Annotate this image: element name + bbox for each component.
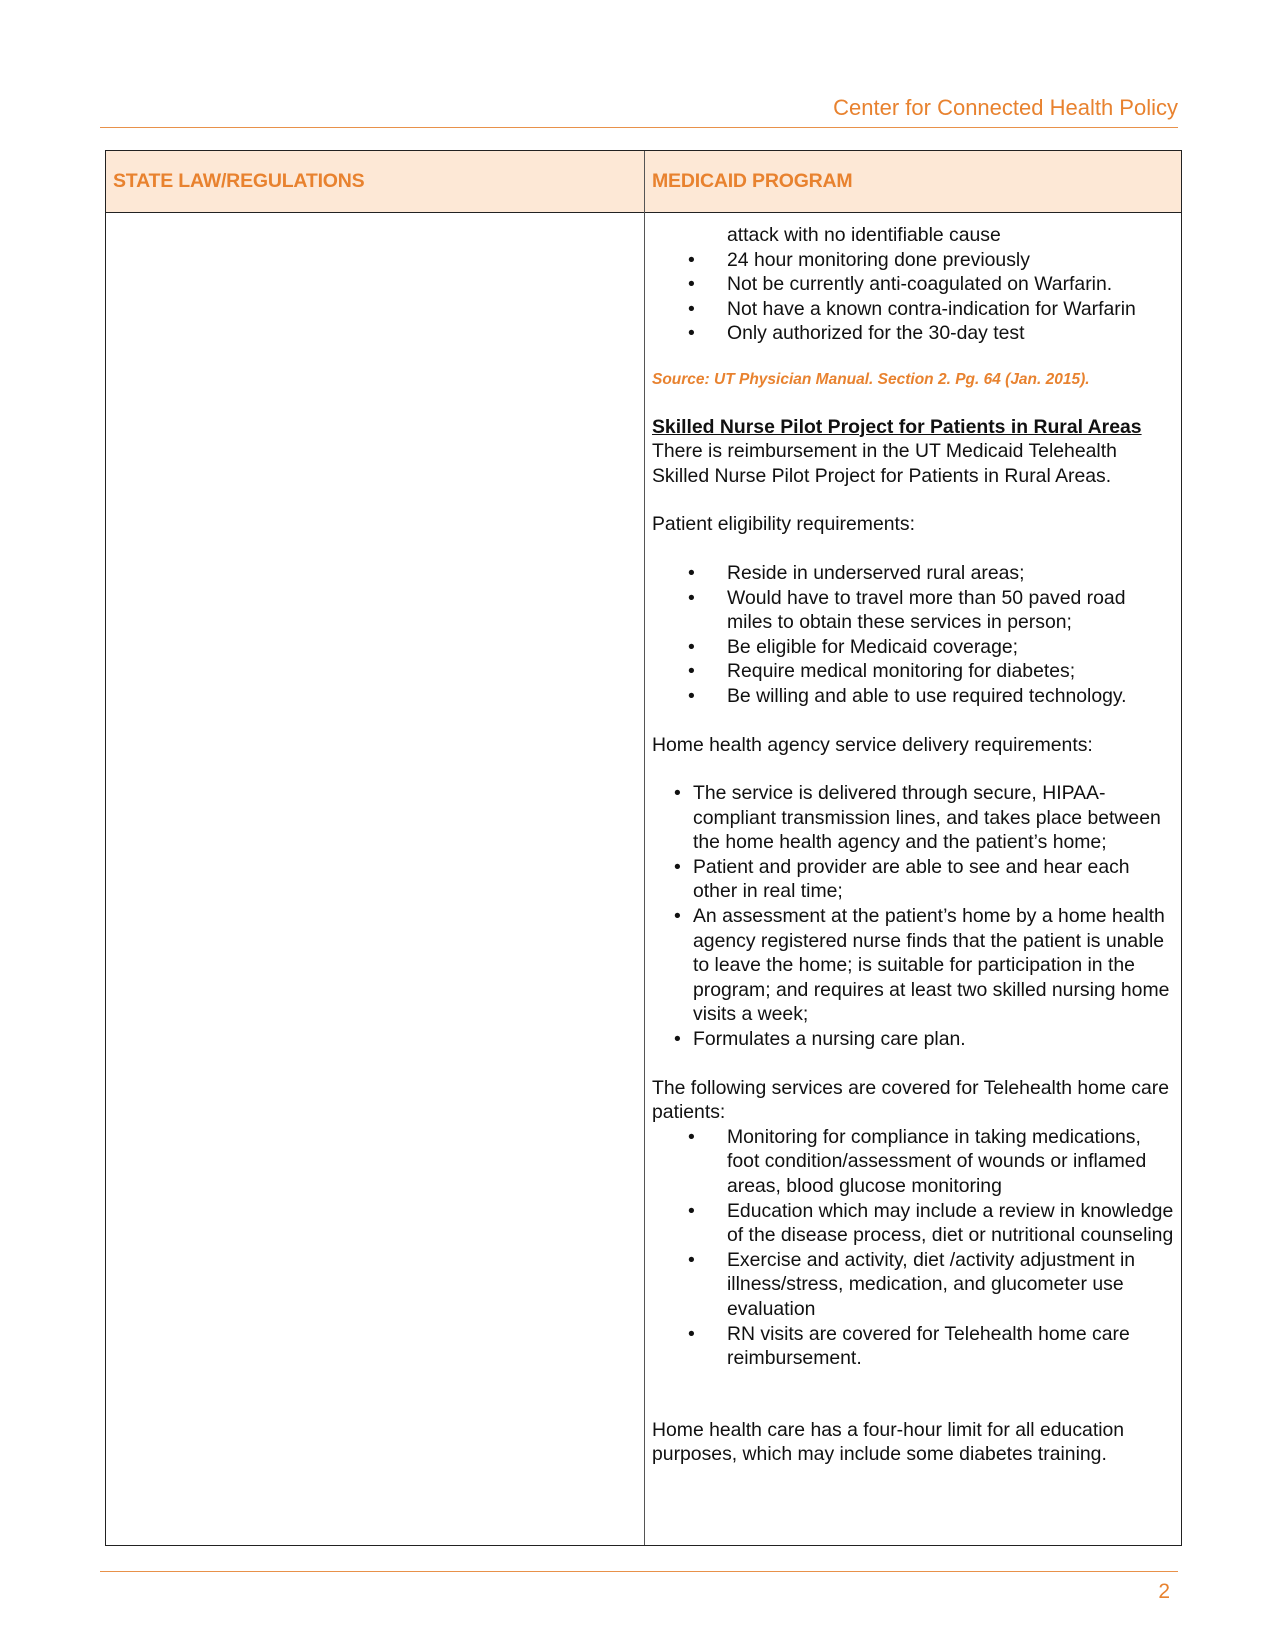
source-citation: Source: UT Physician Manual. Section 2. Pg. 64 (Jan. 2015). bbox=[652, 370, 1090, 388]
list-item: • An assessment at the patient’s home by a home health agency registered nurse finds that the patient is unable to leave the home; is suitable for participation in the program; and requires at least two skilled nursing home visits a week; bbox=[652, 904, 1174, 1027]
initial-bullet-list bbox=[652, 248, 1174, 346]
section-heading: Skilled Nurse Pilot Project for Patients in Rural Areas bbox=[652, 415, 1142, 438]
services-label: The following services are covered for Telehealth home care patients: bbox=[652, 1076, 1169, 1124]
continued-bullet-text: attack with no identifiable cause bbox=[727, 224, 1001, 246]
agency-bullet-list bbox=[652, 781, 1174, 1052]
eligibility-bullet-list bbox=[652, 561, 1174, 709]
column-header-state-law: STATE LAW/REGULATIONS bbox=[113, 170, 365, 192]
state-law-cell bbox=[106, 213, 644, 1545]
list-item: • The service is delivered through secure, HIPAA-compliant transmission lines, and takes place between the home health agency and the patient’s home; bbox=[652, 781, 1174, 855]
header-divider bbox=[100, 127, 1178, 128]
list-item: • Patient and provider are able to see and hear each other in real time; bbox=[652, 855, 1174, 904]
page-number: 2 bbox=[1158, 1580, 1170, 1603]
list-item: • 24 hour monitoring done previously bbox=[652, 248, 1174, 273]
services-bullet-list bbox=[652, 1125, 1174, 1371]
list-item: • Be eligible for Medicaid coverage; bbox=[652, 635, 1174, 660]
list-item: • Not be currently anti-coagulated on Warfarin. bbox=[652, 272, 1174, 297]
footer-divider bbox=[100, 1571, 1178, 1572]
list-item: • RN visits are covered for Telehealth home care reimbursement. bbox=[652, 1322, 1174, 1371]
list-item: • Formulates a nursing care plan. bbox=[652, 1027, 1174, 1052]
list-item: • Not have a known contra-indication for Warfarin bbox=[652, 297, 1174, 322]
closing-note: Home health care has a four-hour limit for all education purposes, which may include some diabetes training. bbox=[652, 1418, 1125, 1466]
list-item: • Be willing and able to use required technology. bbox=[652, 684, 1174, 709]
column-divider bbox=[644, 151, 645, 1545]
eligibility-label: Patient eligibility requirements: bbox=[652, 513, 915, 536]
policy-table bbox=[105, 150, 1182, 1546]
medicaid-cell bbox=[652, 223, 1174, 1467]
list-item: • Only authorized for the 30-day test bbox=[652, 321, 1174, 346]
document-header-title: Center for Connected Health Policy bbox=[833, 95, 1178, 120]
list-item: • Exercise and activity, diet /activity adjustment in illness/stress, medication, and glucometer use evaluation bbox=[652, 1248, 1174, 1322]
list-item: • Education which may include a review in knowledge of the disease process, diet or nutritional counseling bbox=[652, 1199, 1174, 1248]
list-item: • Would have to travel more than 50 paved road miles to obtain these services in person; bbox=[652, 586, 1174, 635]
column-header-medicaid: MEDICAID PROGRAM bbox=[652, 170, 853, 192]
section-intro: There is reimbursement in the UT Medicaid Telehealth Skilled Nurse Pilot Project for Patients in Rural Areas. bbox=[652, 440, 1117, 487]
list-item: • Monitoring for compliance in taking medications, foot condition/assessment of wounds or inflamed areas, blood glucose monitoring bbox=[652, 1125, 1174, 1199]
agency-label: Home health agency service delivery requirements: bbox=[652, 733, 1093, 756]
list-item: • Reside in underserved rural areas; bbox=[652, 561, 1174, 586]
list-item: • Require medical monitoring for diabetes; bbox=[652, 659, 1174, 684]
